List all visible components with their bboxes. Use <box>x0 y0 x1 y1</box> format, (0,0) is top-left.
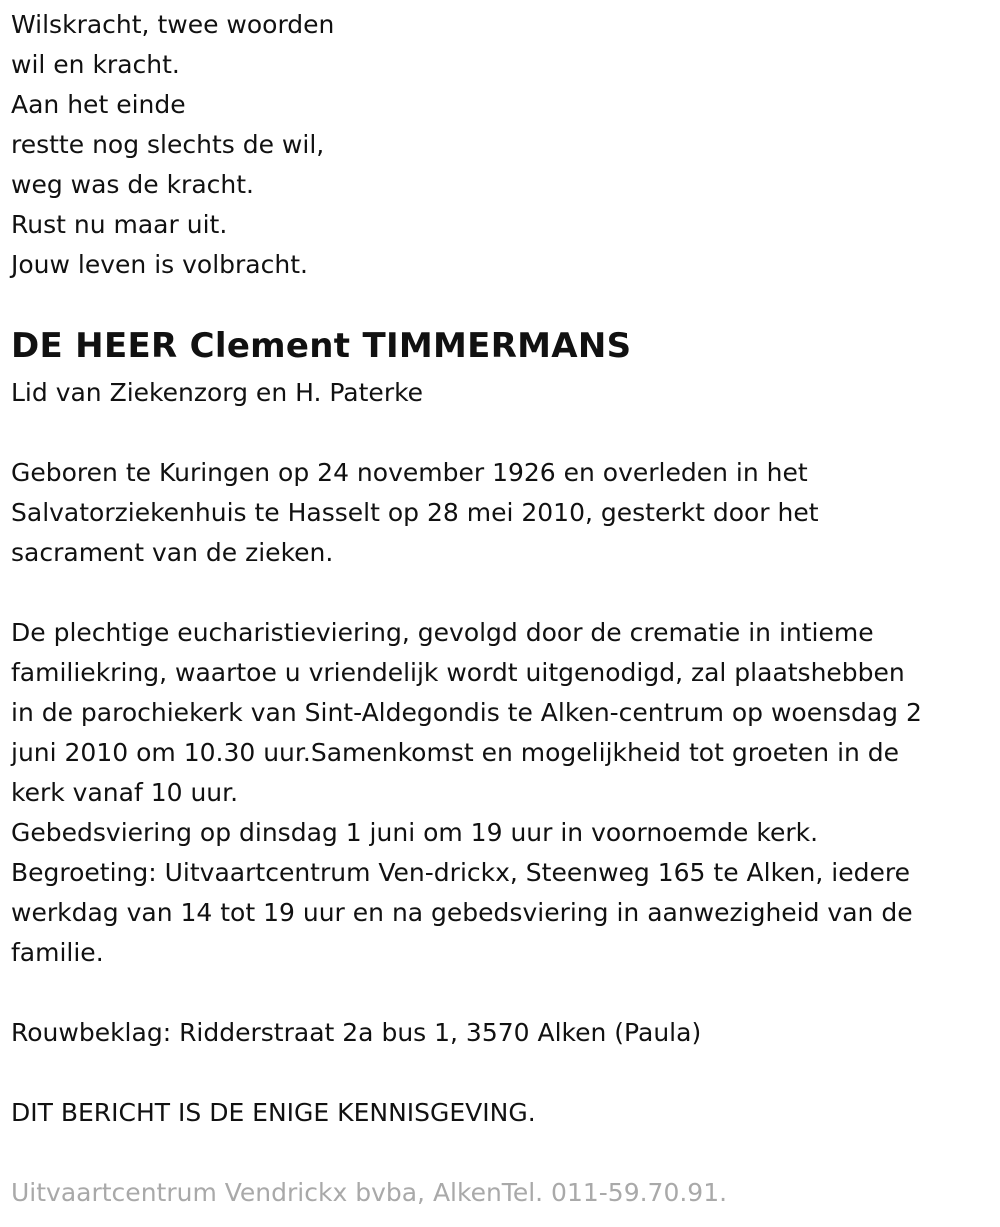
paragraph-line: familiekring, waartoe u vriendelijk wordt uitgenodigd, zal plaatshebben <box>11 658 905 687</box>
funeral-home-footer <box>11 1173 727 1213</box>
poem-line: Jouw leven is volbracht. <box>11 250 308 279</box>
birth-death-paragraph <box>11 453 819 573</box>
footer-line: Uitvaartcentrum Vendrickx bvba, AlkenTel. 011-59.70.91. <box>11 1178 728 1207</box>
poem-line: wil en kracht. <box>11 50 180 79</box>
condolence-address <box>11 1013 701 1053</box>
condolence-line: Rouwbeklag: Ridderstraat 2a bus 1, 3570 Alken (Paula) <box>11 1018 702 1047</box>
poem-line: weg was de kracht. <box>11 170 254 199</box>
paragraph-line: in de parochiekerk van Sint-Aldegondis te Alken-centrum op woensdag 2 <box>11 698 922 727</box>
paragraph-line: werkdag van 14 tot 19 uur en na gebedsviering in aanwezigheid van de <box>11 898 913 927</box>
paragraph-line: De plechtige eucharistieviering, gevolgd door de crematie in intieme <box>11 618 874 647</box>
poem-line: Wilskracht, twee woorden <box>11 10 335 39</box>
paragraph-line: Gebedsviering op dinsdag 1 juni om 19 uur in voornoemde kerk. <box>11 818 819 847</box>
poem-line: Rust nu maar uit. <box>11 210 228 239</box>
paragraph-line: Salvatorziekenhuis te Hasselt op 28 mei 2010, gesterkt door het <box>11 498 819 527</box>
poem-line: restte nog slechts de wil, <box>11 130 325 159</box>
deceased-name: DE HEER Clement TIMMERMANS <box>11 326 632 366</box>
paragraph-line: kerk vanaf 10 uur. <box>11 778 239 807</box>
memorial-poem <box>11 5 334 285</box>
paragraph-line: Begroeting: Uitvaartcentrum Ven-drickx, Steenweg 165 te Alken, iedere <box>11 858 910 887</box>
paragraph-line: sacrament van de zieken. <box>11 538 334 567</box>
paragraph-line: juni 2010 om 10.30 uur.Samenkomst en mogelijkheid tot groeten in de <box>11 738 900 767</box>
poem-line: Aan het einde <box>11 90 186 119</box>
paragraph-line: familie. <box>11 938 104 967</box>
deceased-affiliation <box>11 373 423 413</box>
ceremony-paragraph <box>11 613 922 973</box>
official-notice <box>11 1093 536 1133</box>
affiliation-line: Lid van Ziekenzorg en H. Paterke <box>11 378 424 407</box>
paragraph-line: Geboren te Kuringen op 24 november 1926 en overleden in het <box>11 458 808 487</box>
notice-line: DIT BERICHT IS DE ENIGE KENNISGEVING. <box>11 1098 536 1127</box>
